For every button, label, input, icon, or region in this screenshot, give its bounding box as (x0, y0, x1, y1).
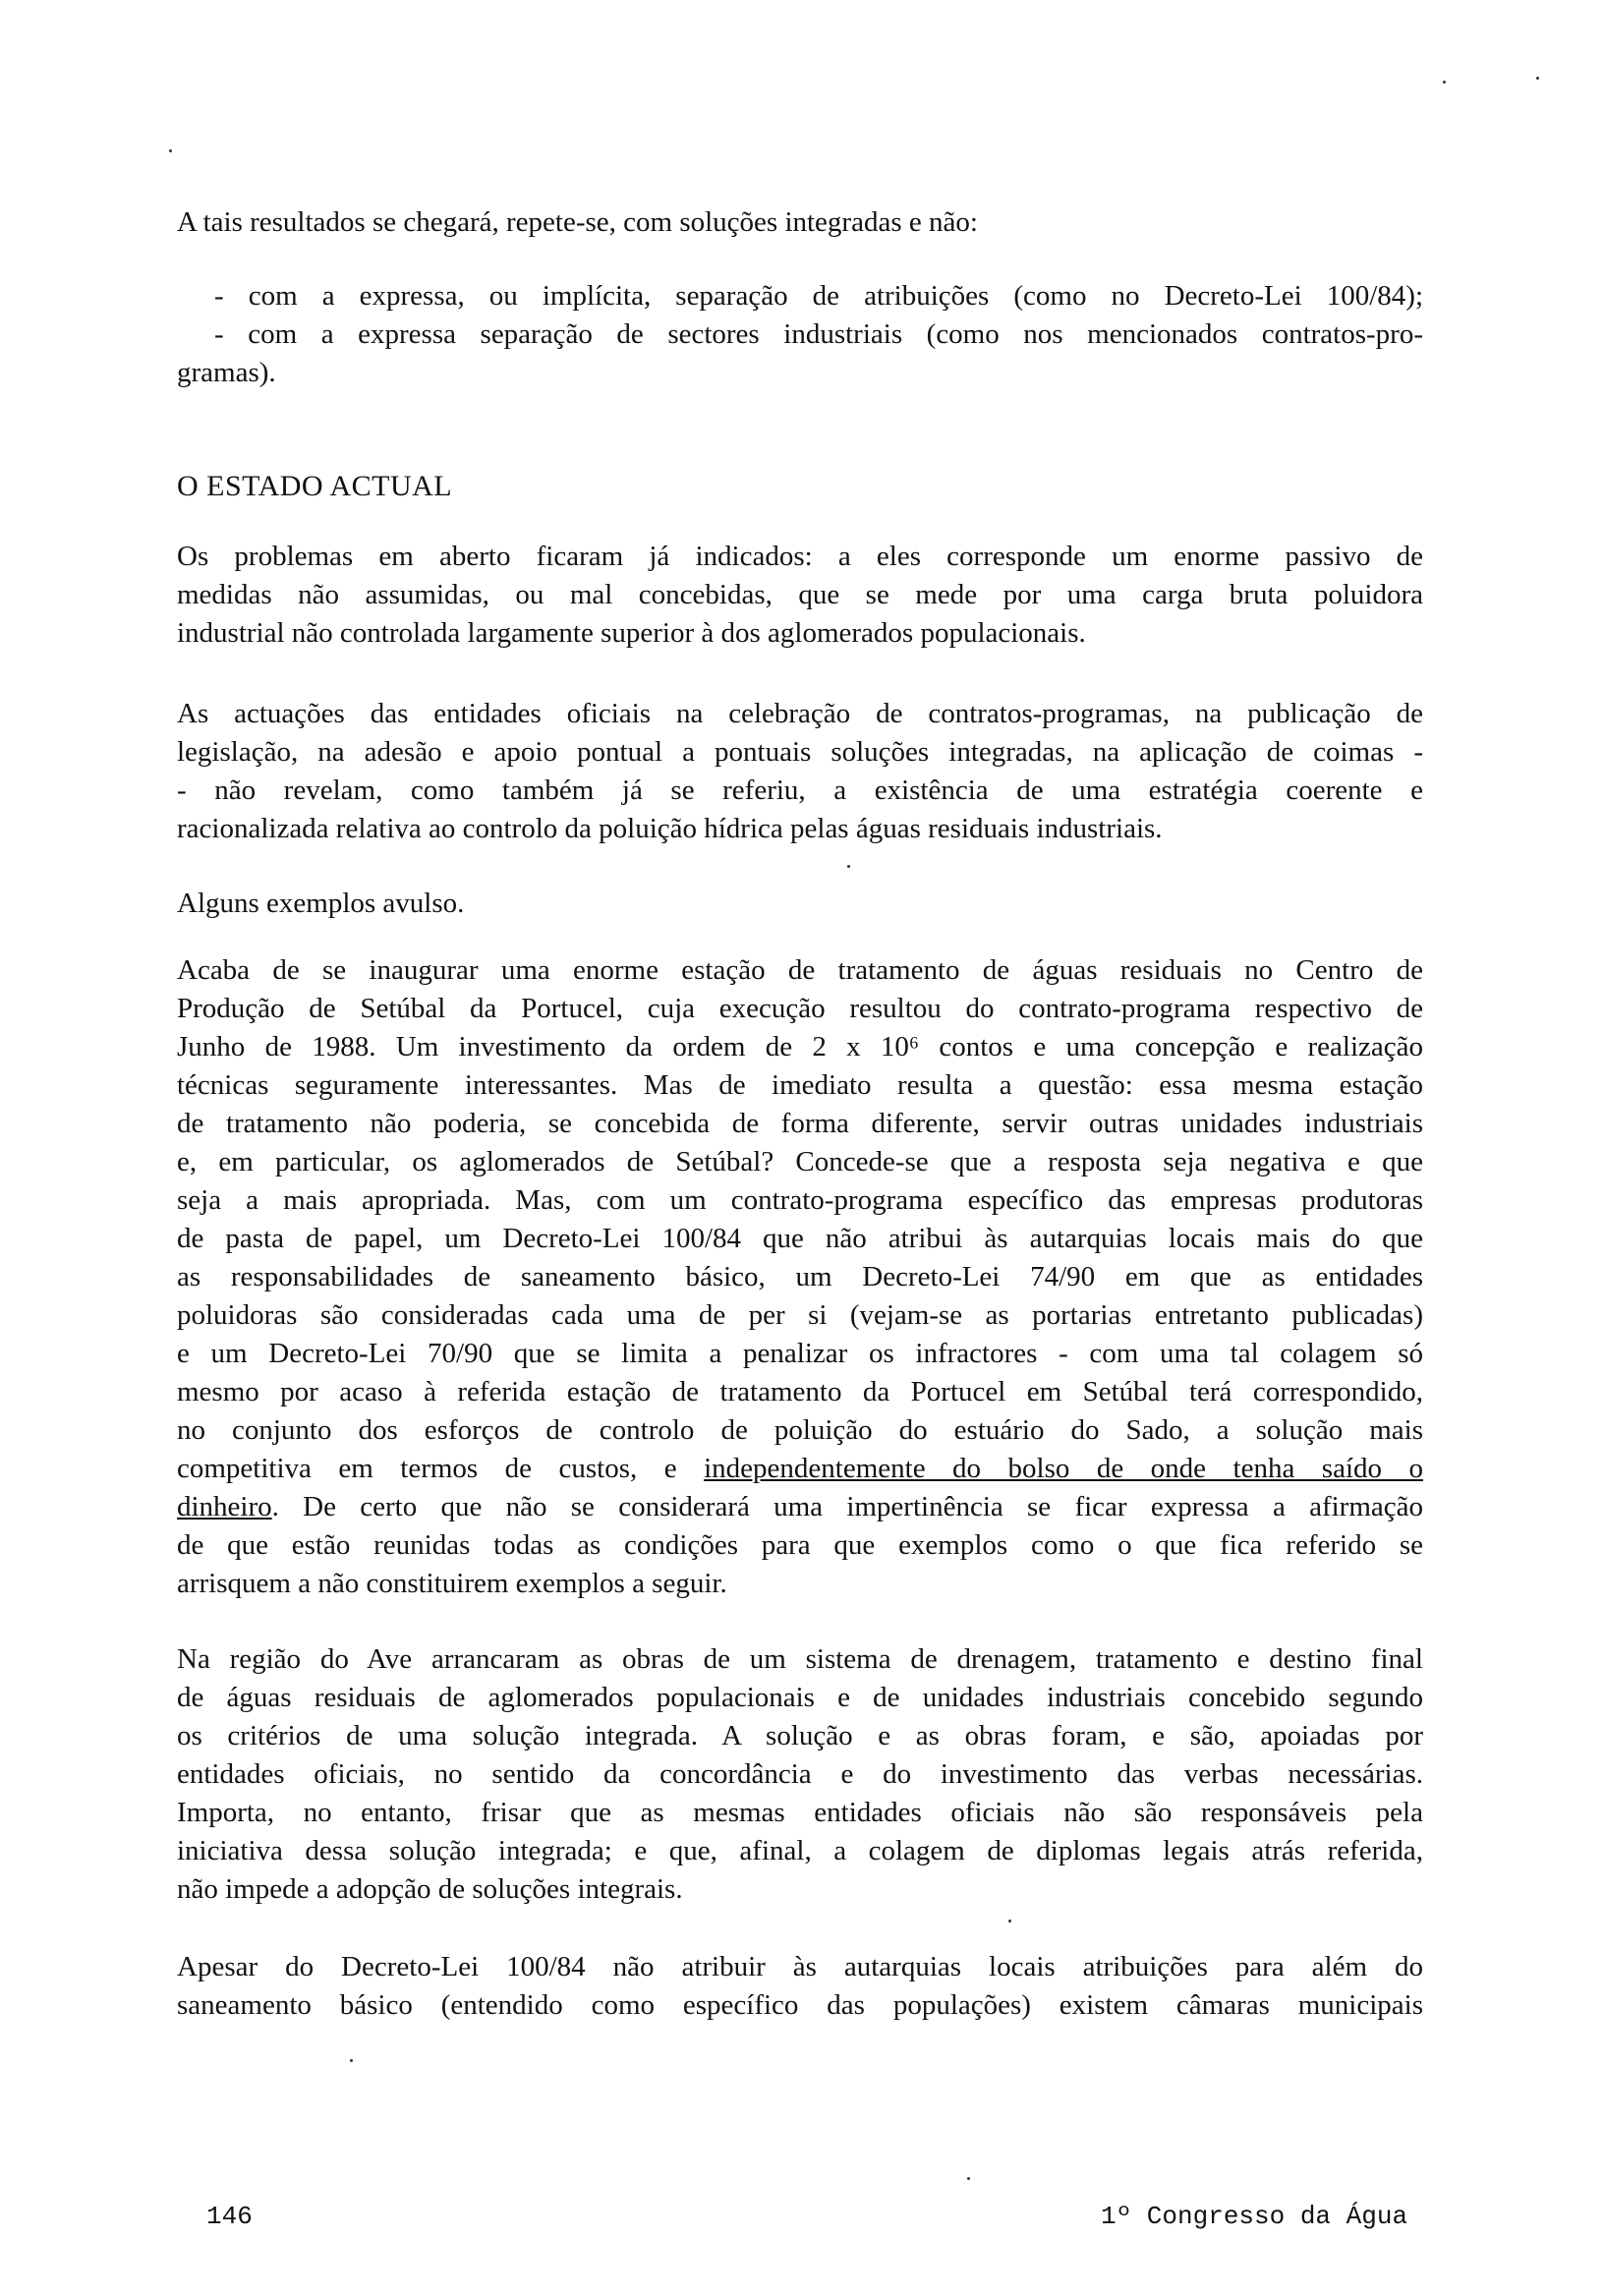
text-line: Acaba de se inaugurar uma enorme estação de tratamento de águas residuais no Centro de (177, 954, 1423, 986)
paragraph-6 (177, 1948, 1423, 2025)
page-number: 146 (206, 2202, 253, 2231)
text-line: poluidoras são consideradas cada uma de per si (vejam-se as portarias entretanto publicadas) (177, 1299, 1423, 1331)
text-line: de águas residuais de aglomerados populacionais e de unidades industriais concebido segundo (177, 1682, 1423, 1713)
text-line (177, 1450, 1423, 1488)
bullet-list (177, 277, 1423, 392)
text-line: as responsabilidades de saneamento básico, um Decreto-Lei 74/90 em que as entidades (177, 1261, 1423, 1292)
text-line: As actuações das entidades oficiais na celebração de contratos-programas, na publicação de (177, 698, 1423, 729)
text-line: entidades oficiais, no sentido da concordância e do investimento das verbas necessárias. (177, 1758, 1423, 1790)
text-line: de pasta de papel, um Decreto-Lei 100/84 que não atribui às autarquias locais mais do que (177, 1223, 1423, 1254)
paragraph-3 (177, 885, 1423, 923)
text-line: arrisquem a não constituirem exemplos a seguir. (177, 1568, 727, 1599)
text-line: industrial não controlada largamente superior à dos aglomerados populacionais. (177, 617, 1086, 649)
text-line: Produção de Setúbal da Portucel, cuja execução resultou do contrato-programa respectivo de (177, 993, 1423, 1024)
bullet-item: - com a expressa, ou implícita, separação de atribuições (como no Decreto-Lei 100/84); (214, 280, 1423, 312)
underlined-text: dinheiro (177, 1491, 272, 1522)
paragraph-2 (177, 695, 1423, 848)
text-line: iniciativa dessa solução integrada; e que, afinal, a colagem de diplomas legais atrás referida, (177, 1835, 1423, 1866)
text-line: Na região do Ave arrancaram as obras de um sistema de drenagem, tratamento e destino final (177, 1643, 1423, 1675)
text-line: saneamento básico (entendido como específico das populações) existem câmaras municipais (177, 1989, 1423, 2021)
footer-source: 1º Congresso da Água (1101, 2202, 1408, 2231)
text-line: no conjunto dos esforços de controlo de poluição do estuário do Sado, a solução mais (177, 1414, 1423, 1446)
text-line: Apesar do Decreto-Lei 100/84 não atribuir às autarquias locais atribuições para além do (177, 1951, 1423, 1982)
bullet-item-continuation: gramas). (177, 357, 276, 388)
text-line: e, em particular, os aglomerados de Setúbal? Concede-se que a resposta seja negativa e que (177, 1146, 1423, 1177)
text-line: Os problemas em aberto ficaram já indicados: a eles corresponde um enorme passivo de (177, 541, 1423, 572)
paragraph-1 (177, 538, 1423, 653)
text-line: não impede a adopção de soluções integrais. (177, 1873, 683, 1905)
text-line: técnicas seguramente interessantes. Mas de imediato resulta a questão: essa mesma estação (177, 1069, 1423, 1101)
text-line: racionalizada relativa ao controlo da poluição hídrica pelas águas residuais industriais. (177, 813, 1163, 844)
paragraph-5 (177, 1640, 1423, 1909)
intro-paragraph (177, 203, 1423, 242)
text-segment: . De certo que não se considerará uma impertinência se ficar expressa a afirmação (271, 1491, 1423, 1522)
text-line (177, 1488, 1423, 1526)
text-line: mesmo por acaso à referida estação de tratamento da Portucel em Setúbal terá correspondido, (177, 1376, 1423, 1407)
underlined-text: independentemente do bolso de onde tenha saído o (704, 1453, 1423, 1484)
text-line: seja a mais apropriada. Mas, com um contrato-programa específico das empresas produtoras (177, 1184, 1423, 1216)
text-line: Junho de 1988. Um investimento da ordem de 2 x 10⁶ contos e uma concepção e realização (177, 1031, 1423, 1062)
text-line: de que estão reunidas todas as condições para que exemplos como o que fica referido se (177, 1529, 1423, 1561)
text-line: Importa, no entanto, frisar que as mesmas entidades oficiais não são responsáveis pela (177, 1797, 1423, 1828)
section-heading: O ESTADO ACTUAL (177, 470, 453, 502)
text-line: - não revelam, como também já se referiu, a existência de uma estratégia coerente e (177, 775, 1423, 806)
text-line: medidas não assumidas, ou mal concebidas, que se mede por uma carga bruta poluidora (177, 579, 1423, 610)
text-line: e um Decreto-Lei 70/90 que se limita a penalizar os infractores - com uma tal colagem só (177, 1338, 1423, 1369)
text-line: de tratamento não poderia, se concebida de forma diferente, servir outras unidades industriais (177, 1108, 1423, 1139)
paragraph-4 (177, 951, 1423, 1603)
text-line: Alguns exemplos avulso. (177, 888, 465, 919)
text-line: legislação, na adesão e apoio pontual a pontuais soluções integradas, na aplicação de coimas - (177, 736, 1423, 768)
text-segment: competitiva em termos de custos, e (177, 1453, 705, 1484)
text-line: A tais resultados se chegará, repete-se, com soluções integradas e não: (177, 206, 978, 238)
text-line: os critérios de uma solução integrada. A solução e as obras foram, e são, apoiadas por (177, 1720, 1423, 1751)
bullet-item: - com a expressa separação de sectores industriais (como nos mencionados contratos-pro- (214, 318, 1423, 350)
